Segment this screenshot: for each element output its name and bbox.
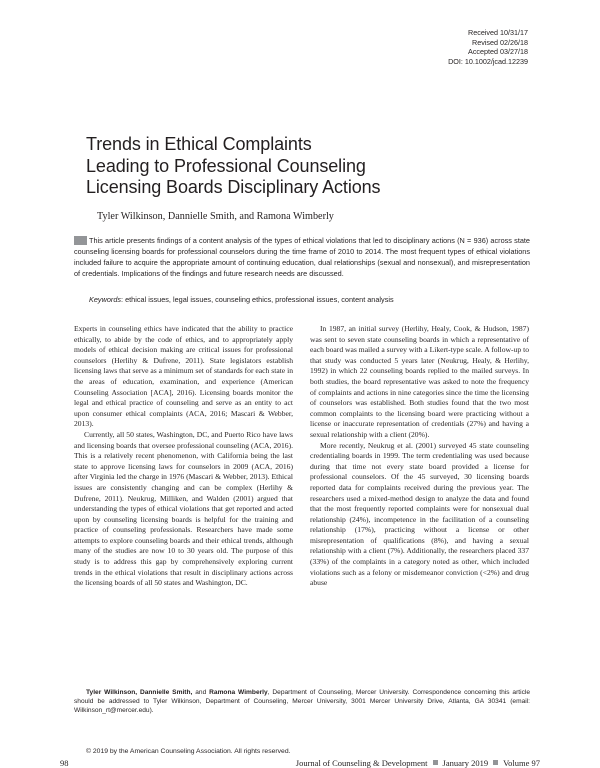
title-line-3: Licensing Boards Disciplinary Actions: [86, 177, 381, 197]
received-date: Received 10/31/17: [468, 28, 528, 37]
paragraph: In 1987, an initial survey (Herlihy, Healy, Cook, & Hudson, 1987) was sent to seven state counseling boards in which a representative of each board was mailed a survey with a Likert-type scale. A follow-up to that study was conducted 5 years later (Neukrug, Healy, & Herlihy, 1992) in which 22 counseling boards replied to the mailed surveys. In both studies, the board representative was asked to note the frequency of complaints and actions in nine categories since the time the licensing of counselors was established. Both studies found that the two most common complaints to the licensing board were practicing without a license or inaccurate representation of credentials (27%) and having a sexual relationship with a client (20%).: [310, 324, 529, 439]
footnote-last-name: Ramona Wimberly: [209, 689, 268, 696]
copyright: © 2019 by the American Counseling Association. All rights reserved.: [86, 748, 291, 755]
separator-square-icon: [493, 760, 498, 765]
issue-date: January 2019: [442, 758, 489, 768]
title-line-1: Trends in Ethical Complaints: [86, 134, 312, 154]
body-column-left: [74, 324, 293, 589]
journal-name: Journal of Counseling & Development: [295, 758, 428, 768]
paragraph: More recently, Neukrug et al. (2001) surveyed 45 state counseling credentialing boards in 1999. The term credentialing was used because during that time not every state board provided a license for professional counselors. Of the 45 surveyed, 30 licensing boards reported data for complaints received during the previous year. The researchers used a mixed-method design to analyze the data and found that the most frequently reported complaints were for nonsexual dual relationship (24%), incompetence in the facilitation of a counseling relationship (17%), practicing without a license or other misrepresentation of qualifications (8%), and having a sexual relationship with a client (7%). Additionally, the researchers placed 337 (33%) of the complaints in a category noted as other, which included violations such as a felony or misdemeanor conviction (<2%) and drug abuse: [310, 440, 529, 588]
volume: Volume 97: [503, 758, 540, 768]
footnote-text: , Department of Counseling, Mercer University. Correspondence concerning this article should be addressed to Tyler Wilkinson, Department of Counseling, Mercer University, 3001 Mercer University Drive, Atlanta, GA 30341 (email: Wilkinson_rt@mercer.edu).: [74, 689, 530, 714]
accepted-date: Accepted 03/27/18: [468, 47, 528, 57]
page-number: 98: [60, 758, 69, 768]
running-footer: [296, 758, 540, 768]
paragraph: Experts in counseling ethics have indicated that the ability to practice ethically, to abide by the code of ethics, and to appropriately apply models of ethical decision making are critical issues for professional counselors (Herlihy & Dufrene, 2011). State legislators establish licensing laws that serve as a minimum set of standards for each state in the areas of education, examination, and experience (American Counseling Association [ACA], 2016). Licensing boards monitor the legal and ethical practice of counseling and serve as an entity to act upon consumer ethical complaints (ACA, 2016; Mascari & Webber, 2013).: [74, 324, 293, 429]
keywords-text: : ethical issues, legal issues, counseling ethics, professional issues, content analysis: [121, 295, 394, 304]
footnote-and: and: [192, 689, 210, 696]
separator-square-icon: [433, 760, 438, 765]
abstract: This article presents findings of a content analysis of the types of ethical violations that led to disciplinary actions (N = 936) across state counseling licensing boards for professional counselors during the time frame of 2010 to 2014. The most frequent types of ethical violations included failure to acquire the appropriate amount of continuing education, dual relationships (sexual and nonsexual), and misrepresentation of credentials. Implications of the findings and future research needs are discussed.: [74, 236, 530, 278]
author-list: Tyler Wilkinson, Dannielle Smith, and Ramona Wimberly: [97, 211, 334, 222]
title-line-2: Leading to Professional Counseling: [86, 155, 366, 176]
revised-date: Revised 02/26/18: [472, 37, 528, 47]
doi[interactable]: DOI: 10.1002/jcad.12239: [448, 56, 528, 66]
paragraph: Currently, all 50 states, Washington, DC, and Puerto Rico have laws and licensing boards that oversee professional counseling (ACA, 2016). This is a relatively recent phenomenon, with California being the last state to approve licensing laws for counselors in 2009 (ACA, 2016) after Virginia led the charge in 1976 (Mascari & Webber, 2013). Ethical issues are consistently changing and can be complex (Herlihy & Dufrene, 2011). Neukrug, Milliken, and Walden (2001) argued that understanding the types of ethical violations that get reported and acted upon by counseling licensing boards is helpful for the training and practice of counseling professionals. Researchers have made some attempts to explore counseling boards and their ethical trends, although many of the studies are now 10 to 30 years old. The purpose of this study is to address this gap by comprehensively exploring current trends in the ethical violations that result in disciplinary actions across the licensing boards of all 50 states and Washington, DC.: [74, 429, 293, 588]
article-dates: [448, 28, 528, 66]
body-column-right: [310, 324, 529, 589]
article-title: [86, 134, 526, 199]
footnote-names: Tyler Wilkinson, Dannielle Smith,: [86, 689, 193, 696]
keywords-label: Keywords: [89, 295, 122, 304]
keywords: [89, 295, 529, 305]
author-footnote: [74, 688, 530, 715]
